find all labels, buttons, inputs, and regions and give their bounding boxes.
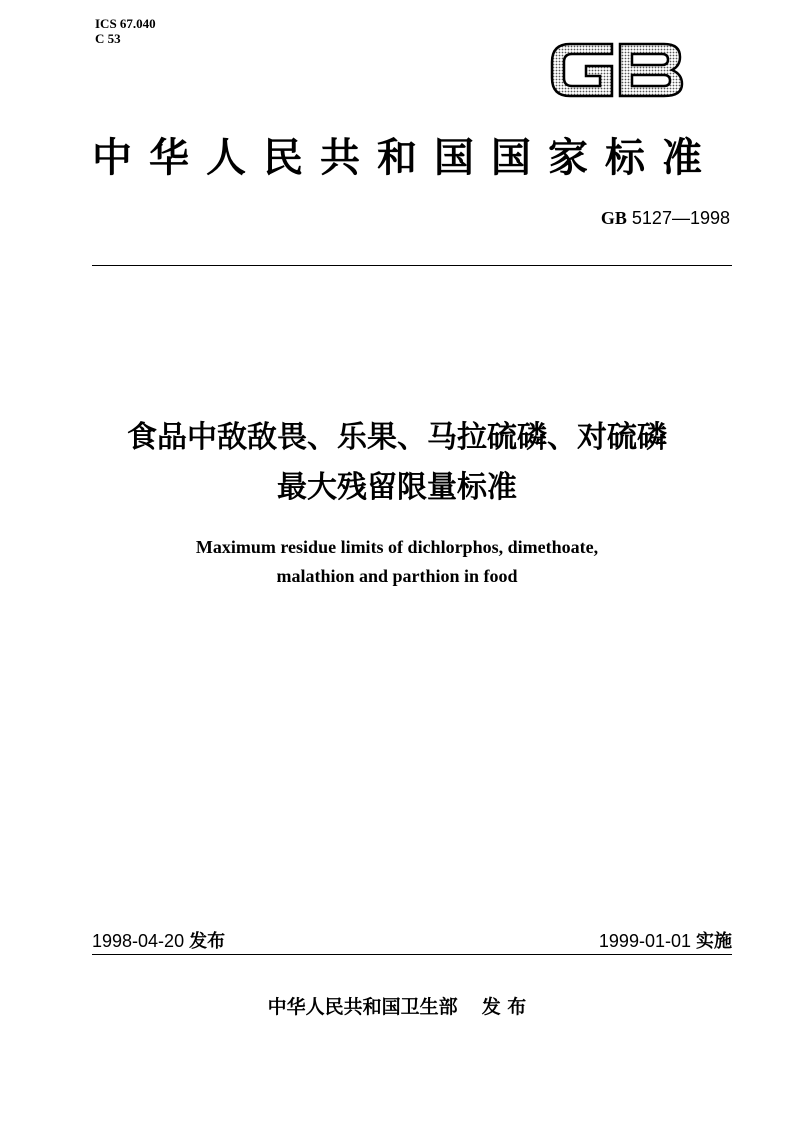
gb-logo-icon xyxy=(546,36,688,104)
c-code: C 53 xyxy=(95,31,121,46)
title-cn-line1: 食品中敌敌畏、乐果、马拉硫磷、对硫磷 xyxy=(127,420,667,455)
publisher xyxy=(60,994,734,1020)
effective-date-label: 实施 xyxy=(696,931,732,952)
national-standard-title xyxy=(92,133,737,183)
standard-number-value: 5127—1998 xyxy=(631,208,730,228)
gb-logo xyxy=(546,36,688,104)
issue-date xyxy=(92,930,225,953)
ics-code: ICS 67.040 xyxy=(95,16,156,31)
top-divider xyxy=(92,265,732,266)
national-standard-title-text: 中华人民共和国国家标准 xyxy=(92,134,719,181)
issue-date-value: 1998-04-20 xyxy=(92,931,185,951)
classification-codes xyxy=(95,16,156,46)
title-cn-line2: 最大残留限量标准 xyxy=(277,470,517,505)
publisher-name: 中华人民共和国卫生部 xyxy=(267,996,458,1018)
title-en-line1: Maximum residue limits of dichlorphos, dimethoate, xyxy=(195,537,599,557)
standard-number-prefix: GB xyxy=(600,208,627,228)
bottom-divider xyxy=(92,954,732,955)
effective-date xyxy=(520,930,732,953)
publisher-action: 发 布 xyxy=(481,996,527,1018)
effective-date-value: 1999-01-01 xyxy=(598,931,691,951)
standard-number xyxy=(540,207,730,229)
title-en-line2: malathion and parthion in food xyxy=(276,566,518,586)
issue-date-label: 发布 xyxy=(189,931,226,952)
